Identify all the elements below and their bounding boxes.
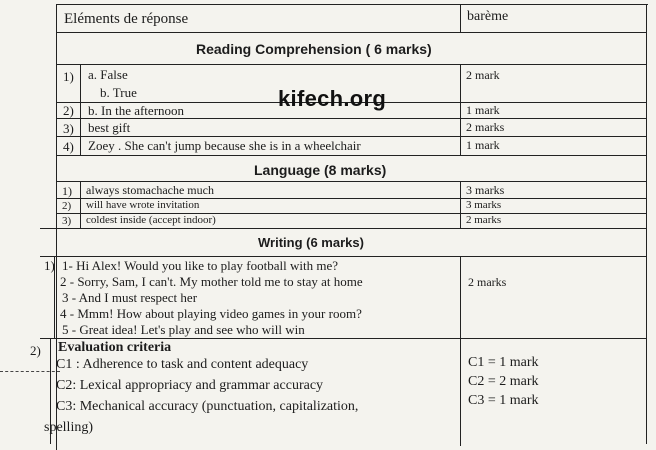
dialogue-line: 3 - And I must respect her <box>62 290 198 305</box>
table-top-border <box>56 4 648 5</box>
reading-score: 2 mark <box>466 68 500 82</box>
writing-part2-number: 2) <box>30 343 41 358</box>
reading-answer-line: b. True <box>100 85 137 100</box>
language-row-number: 3) <box>62 215 72 227</box>
criterion-score: C1 = 1 mark <box>468 355 539 370</box>
column-divider <box>460 256 461 446</box>
dialogue-line: 2 - Sorry, Sam, I can't. My mother told me to stay at home <box>60 274 363 289</box>
writing-part1-score: 2 marks <box>468 275 507 289</box>
column-divider <box>460 181 461 228</box>
language-score: 3 marks <box>466 199 502 211</box>
reading-answer-line: best gift <box>88 120 131 135</box>
section-title-language: Language (8 marks) <box>254 162 387 178</box>
criterion-score: C2 = 2 mark <box>468 374 539 389</box>
reading-answer-line: b. In the afternoon <box>88 103 185 118</box>
section-title-writing: Writing (6 marks) <box>258 235 364 250</box>
reading-row-number: 3) <box>63 121 74 136</box>
reading-answer-line: Zoey . She can't jump because she is in a wheelchair <box>88 138 361 153</box>
section-title-reading: Reading Comprehension ( 6 marks) <box>196 41 432 57</box>
table-right-border <box>646 4 647 444</box>
criterion-line: C3: Mechanical accuracy (punctuation, capitalization, <box>56 399 359 414</box>
reading-row-number: 2) <box>63 103 74 118</box>
reading-score: 1 mark <box>466 103 500 117</box>
language-answer-line: always stomachache much <box>86 183 214 197</box>
criterion-score: C3 = 1 mark <box>468 393 539 408</box>
criterion-line: C1 : Adherence to task and content adequacy <box>56 357 309 372</box>
reading-row-number: 4) <box>63 139 74 154</box>
reading-row-number: 1) <box>63 69 74 84</box>
language-score: 3 marks <box>466 183 505 197</box>
reading-score: 1 mark <box>466 138 500 152</box>
reading-score: 2 marks <box>466 120 505 134</box>
criterion-line: C2: Lexical appropriacy and grammar accuracy <box>56 378 324 393</box>
watermark-logo: kifech.org <box>278 86 387 111</box>
dialogue-line: 1- Hi Alex! Would you like to play football with me? <box>62 258 339 273</box>
language-answer-line: coldest inside (accept indoor) <box>86 214 216 226</box>
criterion-line: spelling) <box>44 420 93 435</box>
header-grading-scale: barème <box>467 9 509 24</box>
language-score: 2 marks <box>466 214 502 226</box>
writing-part1-number: 1) <box>44 258 55 273</box>
dialogue-line: 4 - Mmm! How about playing video games in your room? <box>60 306 362 321</box>
column-divider <box>460 4 461 32</box>
header-answer-elements: Eléments de réponse <box>64 11 189 27</box>
evaluation-criteria-heading: Evaluation criteria <box>58 340 172 355</box>
language-row-number: 1) <box>62 184 72 198</box>
reading-answer-line: a. False <box>88 67 128 82</box>
column-divider <box>460 64 461 156</box>
language-row-number: 2) <box>62 200 72 212</box>
language-answer-line: will have wrote invitation <box>86 199 200 211</box>
dialogue-line: 5 - Great idea! Let's play and see who will win <box>62 322 305 337</box>
